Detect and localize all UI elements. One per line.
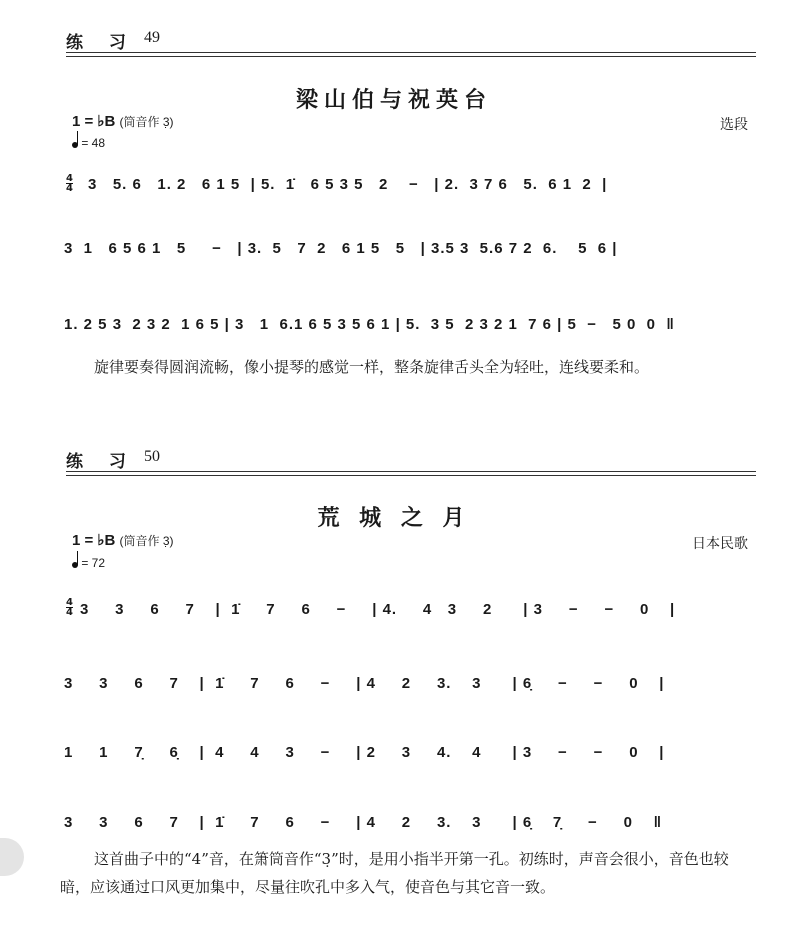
time-signature: 4 4: [66, 597, 73, 618]
song-title: 荒 城 之 月: [317, 505, 471, 531]
performance-note: 旋律要奏得圆润流畅，像小提琴的感觉一样，整条旋律舌头全为轻吐，连线要柔和。: [94, 358, 650, 376]
quarter-note-icon: [72, 562, 78, 568]
exercise-number: 50: [144, 448, 160, 465]
score-line: 3 3 6 7 | 1̇ 7 6 − | 4. 4 3 2 | 3 − − 0 |: [80, 601, 676, 618]
performance-note: 这首曲子中的“4”音，在箫筒音作“3̣”时，是用小指半开第一孔。初练时，声音会很小，音色也较暗，应该通过口风更加集中，尽量往吹孔中多入气，使音色与其它音一致。: [60, 850, 729, 896]
key-signature: [72, 112, 174, 130]
score-line: 1. 2 5 3 2 3 2 1 6 5 | 3 1 6.1 6 5 3 5 6 1 | 5. 3 5 2 3 2 1 7 6 | 5 − 5 0 0 ‖: [64, 316, 675, 333]
exercise-label: 练 习: [66, 452, 136, 472]
tempo-value: = 48: [81, 136, 106, 150]
key-text: 1 = ♭B: [72, 532, 116, 549]
key-note: (筒音作 3̣): [119, 115, 174, 129]
source-note: 日本民歌: [692, 536, 748, 552]
score-line: 3 5. 6 1. 2 6 1 5 | 5. 1̇ 6 5 3 5 2 − | 2. 3 7 6 5. 6 1 2 |: [88, 176, 608, 193]
time-signature: 4 4: [66, 173, 73, 194]
tempo-marking: [72, 136, 105, 150]
tempo-value: = 72: [81, 556, 106, 570]
quarter-note-icon: [72, 142, 78, 148]
header-rule: [66, 52, 756, 53]
header-rule: [66, 471, 756, 472]
key-signature: [72, 531, 174, 549]
header-rule: [66, 475, 756, 476]
exercise-49-header: [66, 28, 756, 52]
exercise-number: 49: [144, 29, 160, 46]
page-shadow: [0, 838, 24, 876]
exercise-label: 练 习: [66, 33, 136, 53]
header-rule: [66, 56, 756, 57]
tempo-marking: [72, 556, 105, 570]
score-line: 1 1 7̣ 6̣ | 4 4 3 − | 2 3 4. 4 | 3 − − 0 |: [64, 744, 665, 761]
exercise-50-header: [66, 447, 756, 471]
score-line: 3 3 6 7 | 1̇ 7 6 − | 4 2 3. 3 | 6̣ − − 0 |: [64, 675, 665, 692]
key-note: (筒音作 3̣): [119, 534, 174, 548]
score-line: 3 3 6 7 | 1̇ 7 6 − | 4 2 3. 3 | 6̣ 7̣ − 0 ‖: [64, 814, 663, 831]
song-title: 梁山伯与祝英台: [295, 87, 492, 113]
key-text: 1 = ♭B: [72, 113, 116, 130]
score-line: 3 1 6 5 6 1 5 − | 3. 5 7 2 6 1 5 5 | 3.5 3 5.6 7 2 6. 5 6 |: [64, 240, 618, 257]
source-note: 选段: [720, 117, 748, 133]
